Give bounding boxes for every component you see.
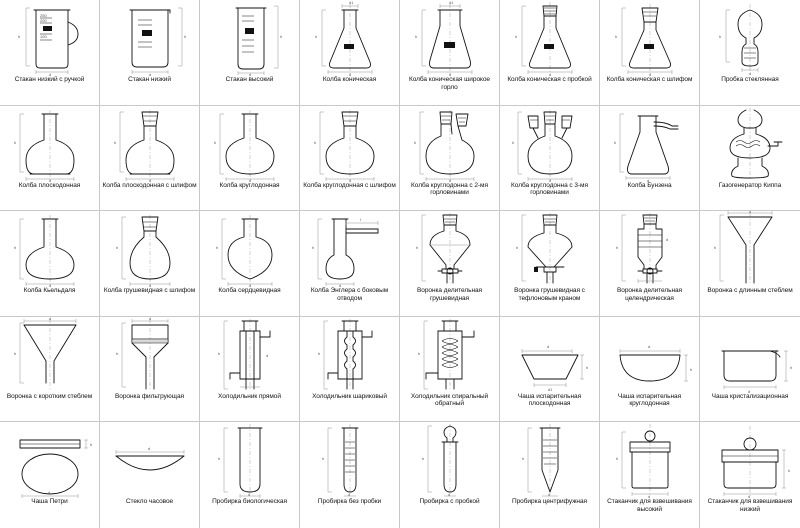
figure-cell[interactable]: [400, 211, 500, 317]
figure-cell[interactable]: [600, 317, 700, 423]
figure-cell[interactable]: [700, 422, 800, 528]
watch-glass-figure: [100, 422, 200, 498]
figure-caption: Колба коническая: [322, 76, 377, 83]
svg-text:d: d: [248, 283, 251, 288]
svg-text:d: d: [448, 177, 451, 182]
figure-caption: Холодильник шариковый: [312, 392, 387, 400]
figure-caption: Колба плоскодонная с шлифом: [102, 181, 197, 189]
figure-cell[interactable]: [100, 0, 200, 106]
figure-cell[interactable]: [300, 106, 400, 212]
figure-caption: Пробирка центрифужная: [512, 498, 587, 506]
svg-text:h: h: [613, 139, 616, 145]
svg-text:h: h: [313, 139, 316, 145]
heart-flask-figure: [200, 211, 300, 287]
svg-text:h: h: [13, 139, 16, 145]
figure-caption: Колба круглодонна с 3-мя горловинами: [511, 181, 588, 197]
figure-caption: Стакан низкий: [128, 76, 171, 83]
crystallizing-dish-figure: [700, 317, 800, 393]
filter-funnel-figure: [100, 317, 200, 393]
svg-text:d1: d1: [448, 0, 453, 5]
svg-text:h: h: [415, 245, 418, 251]
figure-cell[interactable]: [100, 317, 200, 423]
svg-text:d: d: [348, 72, 351, 76]
flask-conical-figure: [300, 0, 400, 76]
figure-cell[interactable]: [200, 422, 300, 528]
figure-caption: Стекло часовое: [125, 498, 174, 506]
figure-caption: Воронка фильтрующая: [114, 392, 184, 400]
figure-cell[interactable]: [0, 317, 100, 423]
centrifuge-tube-figure: [500, 422, 600, 498]
svg-text:d: d: [148, 72, 151, 76]
kjeldahl-flask-figure: [0, 211, 100, 287]
figure-caption: Колба плоскодонная: [18, 181, 81, 189]
figure-caption: Чаша испарительная круглодонная: [617, 392, 682, 408]
figure-cell[interactable]: [0, 422, 100, 528]
condenser-straight-figure: [200, 317, 300, 393]
svg-text:h: h: [321, 456, 324, 462]
figure-caption: Чаша кристализационная: [711, 392, 789, 400]
engler-flask-figure: [300, 211, 400, 287]
figure-cell[interactable]: [100, 106, 200, 212]
svg-text:d: d: [348, 177, 351, 182]
figure-caption: Стаканчик для взвешивания высокий: [607, 498, 692, 513]
svg-text:d: d: [749, 211, 752, 215]
separating-funnel-pear-figure: [400, 211, 500, 287]
svg-text:d: d: [248, 72, 251, 76]
figure-cell[interactable]: [400, 317, 500, 423]
figure-caption: Газогенератор Киппа: [718, 181, 782, 189]
figure-caption: Воронка с длинным стеблем: [707, 287, 793, 295]
svg-text:d: d: [646, 177, 649, 182]
svg-text:h: h: [421, 456, 424, 462]
figure-cell[interactable]: [300, 0, 400, 106]
svg-text:d: d: [247, 492, 250, 498]
figure-cell[interactable]: [600, 422, 700, 528]
svg-text:h: h: [13, 245, 16, 251]
figure-cell[interactable]: [100, 211, 200, 317]
svg-text:h: h: [788, 468, 791, 474]
svg-text:h: h: [113, 139, 116, 145]
svg-text:d: d: [148, 177, 151, 182]
separating-funnel-ptfe-figure: [500, 211, 600, 287]
figure-caption: Воронка с коротким стеблем: [6, 392, 93, 400]
svg-text:d: d: [447, 492, 450, 498]
figure-cell[interactable]: [500, 211, 600, 317]
figure-cell[interactable]: [100, 422, 200, 528]
figure-caption: Стакан высокий: [225, 76, 274, 83]
svg-text:h: h: [414, 34, 417, 39]
figure-caption: Холодильник спиральный обратный: [410, 392, 489, 408]
test-tube-biological-figure: [200, 422, 300, 498]
funnel-long-stem-figure: [700, 211, 800, 287]
figure-cell[interactable]: [600, 0, 700, 106]
figure-cell[interactable]: [200, 317, 300, 423]
figure-cell[interactable]: [200, 106, 300, 212]
svg-text:h: h: [719, 34, 722, 39]
figure-caption: Чаша Петри: [31, 498, 68, 506]
svg-text:d1: d1: [547, 386, 552, 392]
figure-cell[interactable]: [500, 422, 600, 528]
kipp-generator-figure: [700, 106, 800, 182]
svg-text:h: h: [614, 34, 617, 39]
svg-text:d: d: [347, 492, 350, 498]
svg-text:200: 200: [39, 18, 47, 23]
svg-text:d: d: [148, 316, 151, 321]
svg-text:d: d: [48, 316, 51, 321]
figure-cell[interactable]: [600, 106, 700, 212]
weighing-bottle-low-figure: [700, 422, 800, 498]
svg-text:h: h: [183, 34, 186, 39]
test-tube-with-stopper-figure: [400, 422, 500, 498]
figure-caption: Воронка грушевидная с тефлоновым краном: [514, 287, 585, 302]
dish-round-bottom-figure: [600, 317, 700, 393]
flask-two-necks-figure: [400, 106, 500, 182]
svg-text:d: d: [648, 72, 651, 76]
beaker-low-figure: [100, 0, 200, 76]
figure-cell[interactable]: [200, 0, 300, 106]
condenser-spiral-figure: [400, 317, 500, 393]
svg-text:d: d: [647, 343, 650, 349]
svg-text:d1: d1: [348, 0, 353, 5]
figure-cell[interactable]: [700, 0, 800, 106]
figure-caption: Колба Кьельдаля: [23, 287, 76, 295]
svg-text:h: h: [89, 442, 92, 448]
figure-caption: Пробирка биологическая: [212, 498, 287, 506]
figure-caption: Пробка стеклянная: [721, 76, 779, 83]
figure-cell[interactable]: [500, 0, 600, 106]
figure-caption: Колба круглодонная с шлифом: [303, 181, 396, 189]
figure-caption: Пробирка с пробкой: [419, 498, 480, 506]
figure-caption: Колба круглодонна с 2-мя горловинами: [411, 181, 488, 197]
figure-cell[interactable]: [300, 211, 400, 317]
svg-text:h: h: [417, 350, 420, 356]
pear-flask-joint-figure: [100, 211, 200, 287]
figure-cell[interactable]: [0, 0, 100, 106]
figure-caption: Колба сердцевидная: [218, 287, 281, 295]
svg-text:d: d: [748, 388, 751, 393]
figure-caption: Колба Бунзена: [627, 181, 672, 189]
svg-text:h: h: [213, 139, 216, 145]
figure-caption: Пробирка без пробки: [317, 498, 382, 506]
beaker-tall-figure: [200, 0, 300, 76]
svg-text:h: h: [511, 139, 514, 145]
svg-text:h: h: [13, 350, 16, 356]
svg-text:d: d: [448, 72, 451, 76]
svg-text:l: l: [359, 217, 361, 223]
figure-cell[interactable]: [400, 422, 500, 528]
weighing-bottle-tall-figure: [600, 422, 700, 498]
svg-text:d: d: [248, 177, 251, 182]
flask-conical-stopper-figure: [500, 0, 600, 76]
flask-flat-bottom-figure: [0, 106, 100, 182]
svg-text:h: h: [317, 350, 320, 356]
svg-text:h: h: [689, 366, 692, 372]
figure-cell[interactable]: [600, 211, 700, 317]
figure-cell[interactable]: [400, 106, 500, 212]
svg-text:250: 250: [39, 13, 47, 18]
figure-caption: Стаканчик для взвешивания низкий: [707, 498, 793, 513]
test-tube-plain-figure: [300, 422, 400, 498]
separating-funnel-cylindrical-figure: [600, 211, 700, 287]
figure-caption: Колба коническая с пробкой: [507, 76, 592, 83]
beaker-low-handle-figure: [0, 0, 100, 76]
figure-caption: Воронка делительная целендрическая: [616, 287, 683, 302]
dish-flat-bottom-figure: [500, 317, 600, 393]
svg-text:d: d: [265, 352, 268, 358]
figure-caption: Колба круглодонная: [219, 181, 280, 189]
figure-cell[interactable]: [300, 317, 400, 423]
flask-conical-wide-neck-figure: [400, 0, 500, 76]
svg-text:d: d: [48, 72, 51, 76]
svg-text:h: h: [279, 34, 282, 39]
svg-text:d: d: [749, 71, 752, 76]
svg-text:h: h: [615, 245, 618, 251]
figure-cell[interactable]: [700, 317, 800, 423]
svg-text:d: d: [48, 283, 51, 288]
svg-text:d: d: [748, 494, 751, 499]
svg-text:h: h: [521, 456, 524, 462]
flask-three-necks-figure: [500, 106, 600, 182]
svg-text:d: d: [548, 72, 551, 76]
glass-stopper-figure: [700, 0, 800, 76]
condenser-ball-figure: [300, 317, 400, 393]
figure-caption: Колба коническая широкое горло: [409, 76, 490, 91]
petri-dish-figure: [0, 422, 100, 498]
flask-round-bottom-joint-figure: [300, 106, 400, 182]
figure-cell[interactable]: [700, 211, 800, 317]
svg-text:h: h: [311, 245, 314, 251]
figure-caption: Холодильник прямой: [218, 392, 281, 400]
svg-text:d: d: [147, 446, 150, 452]
flask-round-bottom-figure: [200, 106, 300, 182]
svg-text:h: h: [217, 456, 220, 462]
funnel-short-stem-figure: [0, 317, 100, 393]
svg-text:d: d: [48, 177, 51, 182]
figure-caption: Колба Энглера с боковым отводом: [310, 287, 389, 302]
figure-cell[interactable]: [0, 211, 100, 317]
svg-text:d: d: [548, 177, 551, 182]
svg-text:h: h: [115, 350, 118, 356]
flask-conical-joint-figure: [600, 0, 700, 76]
flask-flat-bottom-joint-figure: [100, 106, 200, 182]
svg-text:d: d: [647, 494, 650, 499]
figure-cell[interactable]: [500, 317, 600, 423]
figure-cell[interactable]: [500, 106, 600, 212]
svg-text:d: d: [148, 283, 151, 288]
bunsen-flask-figure: [600, 106, 700, 182]
svg-text:d: d: [546, 343, 549, 349]
figure-cell[interactable]: [300, 422, 400, 528]
svg-text:h: h: [790, 364, 793, 370]
svg-text:d: d: [47, 490, 50, 496]
svg-text:h: h: [215, 245, 218, 251]
svg-text:h: h: [413, 139, 416, 145]
svg-text:h: h: [714, 245, 717, 251]
svg-text:d: d: [338, 283, 341, 288]
figure-cell[interactable]: [400, 0, 500, 106]
svg-text:h: h: [585, 364, 588, 370]
svg-text:h: h: [514, 34, 517, 39]
svg-text:100: 100: [39, 34, 47, 39]
figure-caption: Колба коническая с шлифом: [606, 76, 693, 83]
figure-caption: Колба грушевидная с шлифом: [103, 287, 196, 295]
figure-cell[interactable]: [0, 106, 100, 212]
svg-text:h: h: [17, 34, 20, 39]
figure-cell[interactable]: [700, 106, 800, 215]
svg-text:h: h: [217, 350, 220, 356]
svg-text:d: d: [665, 237, 668, 243]
svg-text:d: d: [547, 492, 550, 498]
svg-text:h: h: [515, 245, 518, 251]
figure-caption: Воронка делительная грушевидная: [416, 287, 483, 302]
svg-text:h: h: [115, 245, 118, 251]
figure-caption: Стакан низкий с ручкой: [14, 76, 85, 83]
figure-cell[interactable]: [200, 211, 300, 317]
svg-text:h: h: [314, 34, 317, 39]
svg-text:h: h: [615, 456, 618, 462]
figure-caption: Чаша испарительная плоскодонная: [517, 392, 582, 408]
